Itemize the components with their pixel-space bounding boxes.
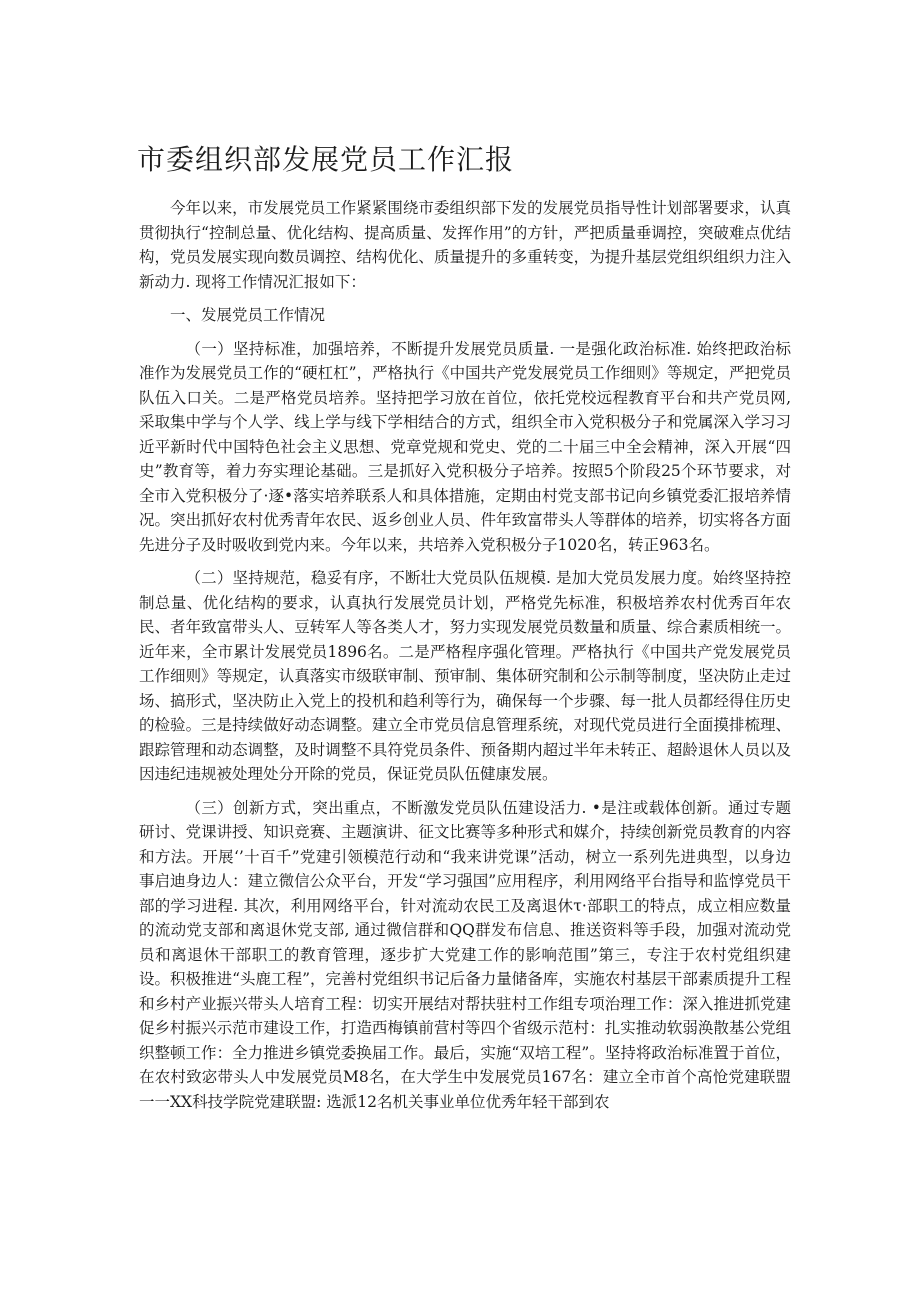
document-body [139,196,791,1123]
paragraph-standards: （一）坚持标准，加强培养，不断提升发展党员质量. 一是强化政治标准. 始终把政治标准作为发展党员工作的“硬杠杠”，严格执行《中国共产党发展党员工作细则》等规定，严把党员队伍入口关。二是严格党员培养。坚持把学习放在首位，依托党校远程教育平台和共产党员网, 采取集中学与个人学、线上学与线下学相结合的方式，组织全市入党积极分子和党属深入学习习近平新时代中国特色社会主义思想、党章党规和党史、党的二十届三中全会精神，深入开展“四史”教育等，着力夯实理论基础。三是抓好入党积极分子培养。按照5个阶段25个环节要求，对全市入党积极分了·逐•落实培养联系人和具体措施，定期由村党支部书记向乡镇党委汇报培养情况。突出抓好农村优秀青年农民、返乡创业人员、件年致富带头人等群体的培养，切实将各方面先进分子及时吸收到党内来。今年以来，共培养入党积极分子1020名，转正963名。 [139,339,791,554]
page-title: 市委组织部发展党员工作汇报 [137,143,515,176]
paragraph-regulation: （二）坚持规范，稳妥有序，不断壮大党员队伍规模. 是加大党员发展力度。始终坚持控制总量、优化结构的要求，认真执行发展党员计划，严格党先标准，积极培养农村优秀百年农民、者年致富带头人、豆转军人等各类人才，努力实现发展党员数量和质量、综合素质相统一。近年来，全市累计发展党员1896名。二是严格程序强化管理。严格执行《中国共产党发展党员工作细则》等规定，认真落实市级联审制、预审制、集体研究制和公示制等制度，坚决防止走过场、搞形式，坚决防止入党上的投机和趋利等行为，确保每一个步骤、每一批人员都经得住历史的检验。三是持续做好动态调整。建立全市党员信息管理系统，对现代党员进行全面摸排梳理、跟踪管理和动态调整，及时调整不具符党员条件、预备期内超过半年未转正、超龄退休人员以及因违纪违规被处理处分开除的党员，保证党员队伍健康发展。 [139,569,791,783]
paragraph-innovation: （三）创新方式，突出重点，不断激发党员队伍建设活力. •是注或载体创新。通过专题研讨、党课讲授、知识竞赛、主题演讲、征文比赛等多种形式和媒介，持续创新党员教育的内容和方法。开展‘’十百千”党建引领模范行动和“我来讲党课”活动，树立一系列先进典型，以身边事启迪身边人：建立微信公众平台，开发“学习强国”应用程序，利用网络平台指导和监惇党员干部的学习进程. 其次，利用网络平台，针对流动农民工及离退休τ·部职工的特点，成立相应数量的流动党支部和离退休党支部, 通过微信群和QQ群发布信息、推送资料等手段，加强对流动党员和离退休干部职工的教育管理，逐步扩大党建工作的影响范围”第三，专注于农村党组织建设。积极推进“头鹿工程”，完善村党组织书记后备力量储备库，实施农村基层干部素质提升工程和乡村产业振兴带头人培育工程：切实开展结对帮扶驻村工作组专项治理工作：深入推进抓党建促乡村振兴示范市建设工作，打造西梅镇前营村等四个省级示范村：扎实推动软弱涣散基公党组织整顿工作：全力推进乡镇党委换届工作。最后，实施“双培工程”。坚持将政治标准置于首位，在农村致宓带头人中发展党员M8名，在大学生中发展党员167名：建立全市首个高怆党建联盟一一XX科技学院党建联盟: 选派12名机关事业单位优秀年轻干部到农 [139,798,791,1111]
section-heading: 一、发展党员工作情况 [170,306,326,324]
intro-paragraph: 今年以来，市发展党员工作紧紧围绕市委组织部下发的发展党员指导性计划部署要求，认真贯彻执行“控制总量、优化结构、提高质量、发挥作用”的方针，严把质量垂调控，突破难点优结构，党员发展实现向数员调控、结构优化、质量提升的多重转变，为提升基层党组织组织力注入新动力. 现将工作情况汇报如下： [139,199,791,291]
